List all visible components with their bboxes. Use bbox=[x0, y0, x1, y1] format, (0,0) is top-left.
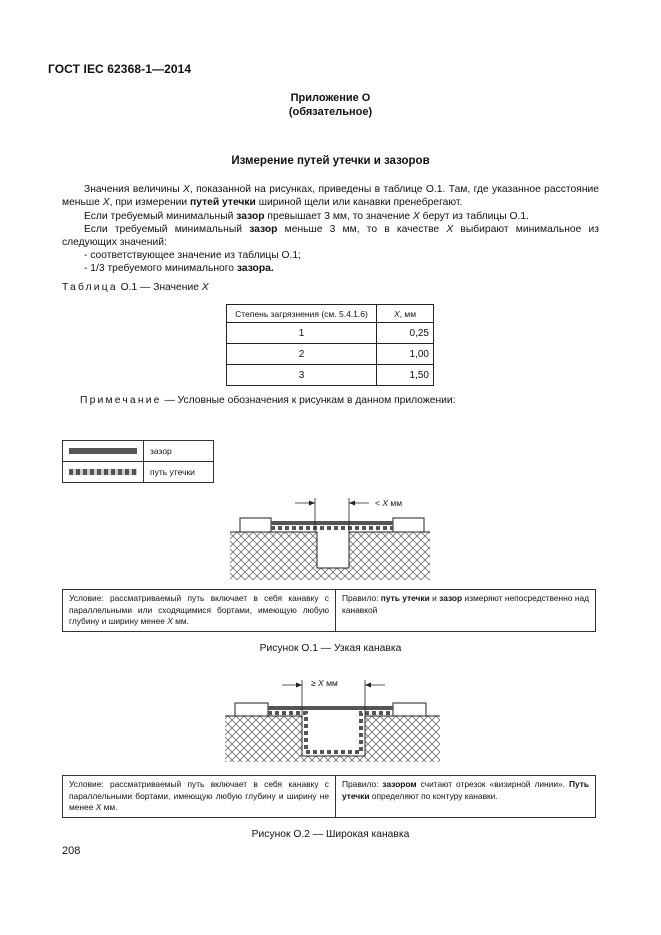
figure1-caption: Рисунок О.1 — Узкая канавка bbox=[259, 643, 402, 654]
figure2-dimension-label bbox=[311, 678, 338, 688]
clearance-bar-icon bbox=[69, 448, 137, 454]
text: шириной щели или канавки пренебрегают. bbox=[255, 197, 463, 209]
var-x: X bbox=[393, 308, 400, 319]
cell-degree: 1 bbox=[227, 323, 377, 344]
term-creepage: путей утечки bbox=[190, 197, 256, 209]
text: определяют по контуру канавки. bbox=[369, 790, 498, 801]
text: , мм bbox=[399, 308, 417, 319]
text: < bbox=[375, 498, 383, 508]
caption-label: Таблица bbox=[62, 282, 118, 293]
text: , показанной на рисунках, приведены в таблице О.1. Там, где указанное расстояние меньше bbox=[62, 184, 599, 209]
term: зазор bbox=[439, 593, 463, 603]
cell-degree: 2 bbox=[227, 344, 377, 365]
text: мм. bbox=[101, 802, 118, 812]
legend-symbol bbox=[63, 441, 144, 462]
text: мм bbox=[388, 498, 403, 508]
paragraph-3 bbox=[62, 223, 599, 250]
legend-symbol bbox=[63, 462, 144, 483]
page-number: 208 bbox=[62, 845, 81, 857]
text: Если требуемый минимальный bbox=[84, 211, 237, 222]
term-clearance: зазор bbox=[236, 211, 265, 222]
note bbox=[80, 395, 456, 406]
text: мм. bbox=[172, 616, 189, 626]
figure-narrow-groove bbox=[225, 488, 435, 583]
var-x: X bbox=[167, 616, 173, 626]
section-title: Измерение путей утечки и зазоров bbox=[231, 155, 430, 167]
figure1-condition-table bbox=[62, 589, 596, 632]
note-text: — Условные обозначения к рисункам в данном приложении: bbox=[161, 395, 456, 406]
text: меньше 3 мм, то в качестве bbox=[277, 224, 447, 235]
list-item-1: - соответствующее значение из таблицы О.1; bbox=[84, 250, 301, 261]
header-x bbox=[377, 305, 434, 323]
condition-row bbox=[63, 776, 596, 818]
text: Правило: bbox=[342, 593, 381, 603]
var-x: X bbox=[102, 197, 110, 209]
var-x: X bbox=[182, 184, 190, 195]
text: превышает 3 мм, то значение bbox=[264, 211, 413, 222]
var-x: X bbox=[318, 678, 324, 688]
figure2-caption: Рисунок О.2 — Широкая канавка bbox=[251, 829, 410, 840]
text: - 1/3 требуемого минимального bbox=[84, 263, 237, 274]
legend-table bbox=[62, 440, 214, 483]
var-x: X bbox=[412, 211, 420, 222]
text: и bbox=[429, 593, 440, 603]
table-row bbox=[227, 344, 434, 365]
legend-label: путь утечки bbox=[144, 462, 214, 483]
var-x: X bbox=[382, 498, 388, 508]
appendix-status: (обязательное) bbox=[288, 106, 373, 118]
text: ≥ bbox=[311, 678, 319, 688]
condition-cell bbox=[63, 590, 336, 632]
text: считают отрезок «визирной линии». bbox=[416, 779, 569, 789]
list-item-2 bbox=[62, 262, 599, 275]
legend-label: зазор bbox=[144, 441, 214, 462]
term: зазором bbox=[382, 779, 417, 789]
term-clearance: зазор bbox=[249, 224, 278, 235]
figure2-condition-table bbox=[62, 775, 596, 818]
cell-degree: 3 bbox=[227, 365, 377, 386]
cell-x: 1,00 bbox=[377, 344, 434, 365]
table-row bbox=[227, 365, 434, 386]
legend-row bbox=[63, 462, 214, 483]
table-caption bbox=[62, 282, 209, 293]
text: Правило: bbox=[342, 779, 383, 789]
note-label: Примечание bbox=[80, 395, 162, 406]
text: Условие: рассматриваемый путь включает в себя канавку с параллельными или сходящимися бортами, имеющую любую глубину и ширину менее bbox=[69, 593, 329, 626]
text: выбирают минимальное из следующих значений: bbox=[62, 224, 599, 249]
cell-x: 0,25 bbox=[377, 323, 434, 344]
appendix-title: Приложение О bbox=[290, 92, 371, 104]
text: измеряют непосредственно над канавкой bbox=[342, 593, 589, 615]
var-x: X bbox=[201, 282, 209, 293]
text: О.1 — Значение bbox=[117, 282, 202, 293]
cell-x: 1,50 bbox=[377, 365, 434, 386]
term-clearance: зазора. bbox=[236, 263, 274, 274]
text: Если требуемый минимальный bbox=[84, 224, 250, 235]
document-header: ГОСТ IEC 62368-1—2014 bbox=[48, 62, 192, 76]
var-x: X bbox=[95, 802, 102, 812]
values-table bbox=[226, 304, 434, 386]
table-row bbox=[227, 323, 434, 344]
legend-row bbox=[63, 441, 214, 462]
header-degree: Степень загрязнения (см. 5.4.1.6) bbox=[227, 305, 377, 323]
figure1-dimension-label bbox=[375, 498, 402, 508]
table-header-row bbox=[227, 305, 434, 323]
paragraph-1 bbox=[62, 183, 599, 210]
rule-cell bbox=[336, 776, 596, 818]
text: Значения величины bbox=[84, 184, 183, 195]
text: берут из таблицы О.1. bbox=[419, 211, 529, 222]
term: путь утечки bbox=[380, 593, 430, 603]
text: , при измерении bbox=[109, 197, 191, 209]
condition-row bbox=[63, 590, 596, 632]
text: мм bbox=[323, 678, 338, 688]
var-x: X bbox=[446, 224, 454, 235]
rule-cell bbox=[336, 590, 596, 632]
condition-cell bbox=[63, 776, 336, 818]
creepage-bar-icon bbox=[69, 469, 137, 475]
term: Путь утечки bbox=[342, 779, 589, 801]
text: Условие: рассматриваемый путь включает в себя канавку с параллельными бортами, имеющую любую глубину и ширину не менее bbox=[69, 779, 329, 812]
paragraph-2 bbox=[62, 210, 599, 223]
